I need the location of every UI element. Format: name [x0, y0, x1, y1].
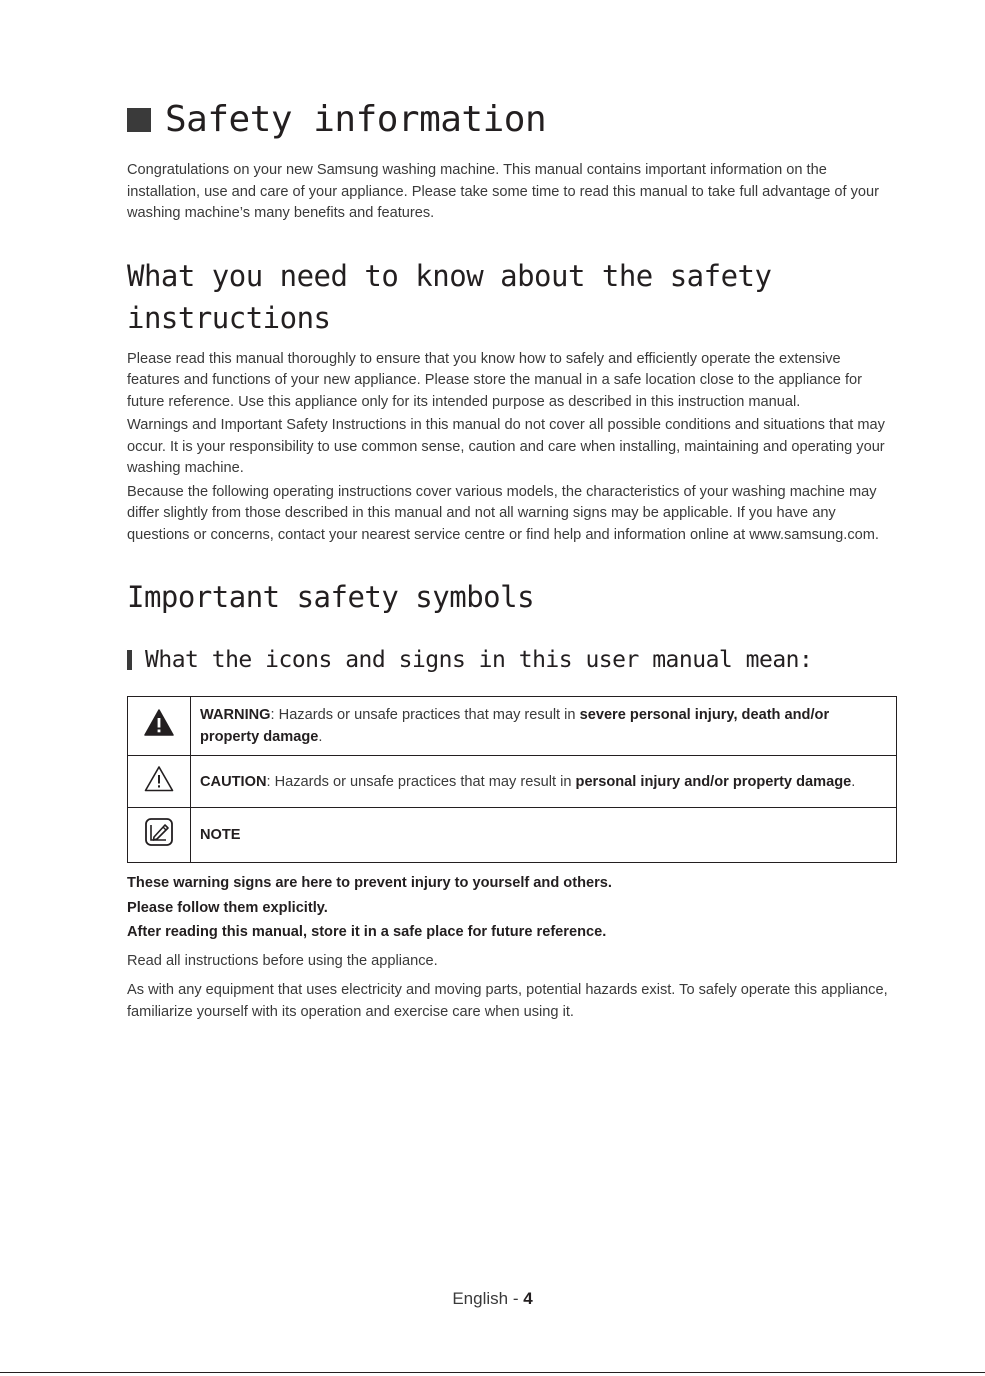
footer-language: English — [452, 1289, 509, 1308]
paragraph: Please read this manual thoroughly to ensure that you know how to safely and efficiently operate the extensive features and functions of your new appliance. Please store the manual in a safe location close to the appliance for future reference. Use this appliance only for its intended purpose as described in this instruction manual. — [127, 350, 863, 410]
note-label: NOTE — [200, 827, 241, 843]
bold-line: After reading this manual, store it in a safe place for future reference. — [127, 924, 607, 940]
caution-text: : Hazards or unsafe practices that may result in — [266, 773, 576, 790]
paragraph: Warnings and Important Safety Instructions in this manual do not cover all possible conditions and situations that may occur. It is your responsibility to use common sense, caution and care when installing, maintaining and operating your washing machine. — [127, 417, 885, 476]
warning-emphasis: severe personal injury, death and/or property damage — [200, 707, 830, 745]
caution-emphasis: personal injury and/or property damage — [575, 773, 852, 790]
subheading-text: What the icons and signs in this user manual mean: — [145, 647, 813, 673]
page-footer — [0, 1289, 985, 1309]
caution-outline-triangle-icon — [144, 765, 174, 792]
bold-line: These warning signs are here to prevent injury to yourself and others. — [127, 875, 612, 891]
table-row-caution — [128, 756, 897, 808]
safety-symbols-table — [127, 696, 897, 863]
manual-page — [127, 96, 897, 1025]
closing-paragraph: As with any equipment that uses electricity and moving parts, potential hazards exist. To safely operate this appliance, familiarize yourself with its operation and exercise care when using it. — [127, 982, 888, 1020]
icon-cell — [128, 697, 191, 756]
title-square-marker — [127, 108, 151, 132]
note-pencil-icon — [144, 817, 174, 847]
footer-separator: - — [508, 1289, 524, 1308]
page-title-text: Safety information — [165, 99, 547, 140]
bold-line: Please follow them explicitly. — [127, 899, 328, 916]
page-number: 4 — [523, 1289, 533, 1308]
table-row-note — [128, 808, 897, 863]
warning-description — [191, 697, 897, 756]
warning-text: : Hazards or unsafe practices that may result in — [270, 707, 580, 723]
section-heading-safety-instructions: What you need to know about the safety instructions — [127, 258, 772, 335]
table-row-warning — [128, 697, 897, 756]
warning-label: WARNING — [200, 707, 271, 723]
note-description — [191, 808, 897, 863]
icon-cell — [128, 808, 191, 863]
warning-end: . — [318, 729, 323, 745]
closing-paragraph: Read all instructions before using the appliance. — [127, 952, 438, 969]
caution-label: CAUTION — [200, 773, 267, 790]
caution-end: . — [851, 773, 856, 790]
bottom-rule — [0, 1372, 985, 1373]
section-heading-safety-symbols: Important safety symbols — [127, 580, 535, 614]
subheading-icons-meaning — [127, 644, 897, 676]
page-title — [127, 96, 897, 144]
subheading-bar-marker — [127, 650, 132, 670]
icon-cell — [128, 756, 191, 808]
intro-paragraph: Congratulations on your new Samsung washing machine. This manual contains important information on the installation, use and care of your appliance. Please take some time to read this manual to take full advantage of your washing machine’s many benefits and features. — [127, 162, 880, 221]
caution-description — [191, 756, 897, 808]
warning-filled-triangle-icon — [144, 709, 174, 736]
paragraph: Because the following operating instructions cover various models, the characteristics of your washing machine may differ slightly from those described in this manual and not all warning signs may be applicable. If you have any questions or concerns, contact your nearest service centre or find help and information online at www.samsung.com. — [127, 483, 879, 543]
